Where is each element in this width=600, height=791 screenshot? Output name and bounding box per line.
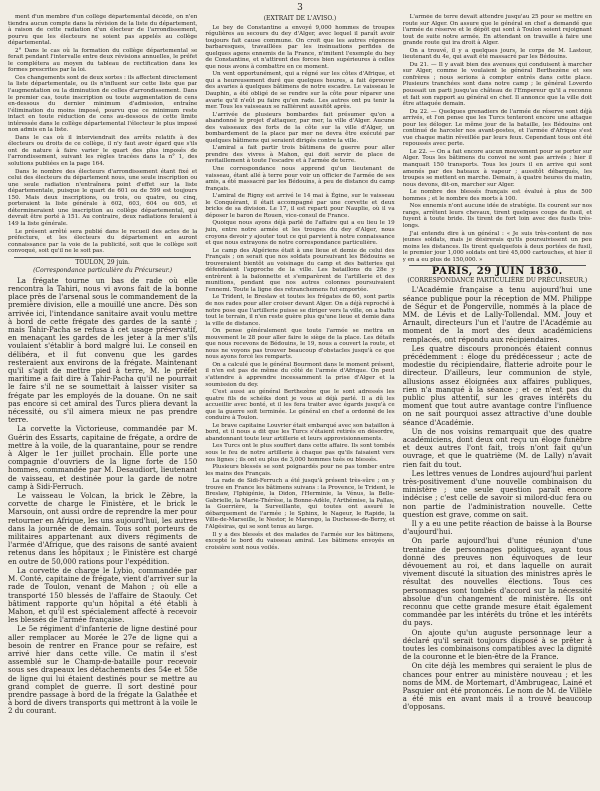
- paragraph: Le Trident, le Breslaw et toutes les frégates de 60, sont partis de nos rades pour aller croiser devant Alger. On a déjà reproché à notre pose que l'artillerie puisse se diriger vers la ville, on a battu tout le terrain, il n'en reste guère plus qu'une lieue et demie dans la ville de distance.: [205, 294, 395, 327]
- page-number: 3: [297, 3, 303, 13]
- paragraph: Le vaisseau le Volcan, la brick le Zèbre, la corvette de charge le Finistère, et le brick le Marsouin, ont aussi ordre de reprendre la mer pour retourner en Afrique, les uns aujourd'hui, les autres dans la journée de demain. Tous sont porteurs de militaires appartenant aux divers régiments de l'armée d'Afrique, que des raisons de santé avaient retenus dans les hôpitaux ; le Finistère est chargé en outre de 50,000 rations pour l'expédition.: [8, 491, 198, 566]
- column-left: [8, 14, 197, 785]
- paragraph: Il y a des blessés et des malades de l'armée sur les bâtimens, excepté le bord du vaisseau amiral. Les bâtimens envoyés en croisière sont nous voilés.: [205, 531, 395, 551]
- paragraph: Le présent arrêté sera publié dans le recueil des actes de la préfecture, et les électeurs du département en auront connaissance par la voie de la publicité, soit que le collège soit convoqué, soit qu'il ne le soit pas.: [8, 228, 198, 255]
- paragraph: La corvette de charge le Lybio, commandée par M. Conté, capitaine de frégate, vient d'arriver sur la rade de Toulon, venant de Mahon ; où elle a transporté 150 blessés de l'affaire de Staouly. Cet bâtiment rapporte qu'un hôpital a été établi à Mahon, et qu'il est spécialement affecté à recevoir les blessés de l'armée française.: [8, 565, 198, 625]
- aviso-heading: (EXTRAIT DE L'AVISO.): [263, 15, 337, 22]
- paragraph: ment d'un membre d'un collège départemental décédé, on n'en tiendra aucun compte dans la révision de la liste du département, à raison de cette radiation d'un électeur de l'arrondissement, pourvu que les électeurs ne soient pas appelés au collège départemental.: [8, 14, 198, 47]
- columns: [8, 14, 592, 785]
- paragraph: On ajoute qu'un auguste personnage leur a déclaré qu'il serait toujours disposé à se prêter à toutes les combinaisons compatibles avec la dignité de la couronne et le bien-être de la France.: [402, 627, 592, 662]
- paragraph: Quoique nous ayons déjà parlé de l'affaire qui a eu lieu le 19 juin, entre notre armée et les troupes du dey d'Alger, nous croyons devoir y ajouter tout ce qui parvient à notre connaissance et que nous extrayons de notre correspondance particulière.: [205, 220, 395, 247]
- paragraph: On cite déjà les membres qui seraient le plus de chances pour entrer au ministère nouveau ; et les noms de MM. de Mortemart, d'Ambrugeac, Lainé et Pasquier ont été prononcés. Le nom de M. de Villèle a été mis en avant mais il a trouvé beaucoup d'opposans.: [402, 661, 592, 712]
- toulon-dateline: TOULON, 29 juin.: [75, 258, 130, 266]
- paragraph: La corvette la Victorieuse, commandée par M. Guérin des Essarts, capitaine de frégate, a ordre de mettre à la voile, de la quarantaine, pour se rendre à Alger le 1er juillet prochain. Elle porte une compagnie d'ouvriers de la ligne forte de 150 hommes, commandée par M. Desaudiort, lieutenant de vaisseau, et destinée pour la garde de notre camp à Sidi-Ferruch.: [8, 424, 198, 491]
- paragraph: Il y a eu une petite réaction de baisse à la Bourse d'aujourd'hui.: [402, 519, 592, 537]
- paragraph: La frégate tourne un bas de rade où elle rencontra la Tahiri, nous vi avons fait de la bonne place près de l'arsenal sous le commandement de la première division, elle a mouillé une ancre. Dès son arrivée ici, l'intendance sanitaire avait voulu mettre à bord de cette frégate des gardes de la santé ; mais Tahir-Pacha se refusa à cet usage préservatif, en menaçant les gardes de les jeter à la mer s'ils voulaient s'établir à bord malgré lui. Le conseil en délibéra, et il fut convenu que les gardes resteraient aux environs de la frégate. Maintenant qu'il s'agit de mettre pied à terre, M. le préfet maritime a fait dire à Tahir-Pacha qu'il ne pourrait le faire s'il ne se soumettait à laisser visiter sa frégate par les employés de la douane. On ne sait pas encore si cet amiral des Turcs pliera devant la nécessité, ou s'il aimera mieux ne pas prendre terre.: [8, 275, 198, 425]
- paragraph: L'Académie française a tenu aujourd'hui une séance publique pour la réception de MM. Philippe de Ségur et de Pongerville, nommés à la place de MM. de Lévis et de Lally-Tollendal. MM. Jouy et Arnault, directeurs l'un et l'autre de l'Académie au moment de la mort des deux académiciens remplacés, ont répondu aux récipiendaires.: [402, 285, 592, 344]
- toulon-article: [8, 277, 197, 716]
- paragraph: C'est aussi au général Berthezène que le sont adressés les quatre fils de schéiks dont je vous ai déjà parlé. Il a dû les accueillir avec bonté, et il les fera traiter avec égards jusqu'à ce que la guerre soit terminée. Le général en chef a ordonné de les conduire à Toulon.: [205, 389, 395, 422]
- toulon-source: (Correspondance particulière du Précurseur.): [33, 267, 173, 275]
- paragraph: On parle aujourd'hui d'une réunion d'une trentaine de personnages politiques, ayant tous donné des preuves non équivoques de leur dévouement au roi, et dans laquelle on aurait vivement discuté la situation des ministres après le résultat des nouvelles élections. Tous ces personnages sont tombés d'accord sur la nécessité absolue d'un changement de ministère. Ils ont reconnu que cette grande mesure était également commandée par les intérêts du trône et les intérêts du pays.: [402, 536, 592, 628]
- paris-dateline: PARIS, 29 JUIN 1830.: [431, 266, 563, 278]
- divider: [14, 257, 191, 258]
- paragraph: Le nombre des blessés français est évalué à plus de 500 hommes ; et le nombre des morts à 100.: [402, 189, 592, 202]
- paragraph: L'armée de terre devait attendre jusqu'au 25 pour se mettre en route sur Alger. On assure que le général en chef a demandé que l'armée de réserve et le dépôt qui sont à Toulon soient rejoignant tout de suite notre armée. En attendant on travaille à faire une grande route qui ira droit à Alger.: [402, 14, 592, 47]
- paragraph: On a calculé que le général Bourmont dans le moment présent, il n'en est pas de même du côté de l'armée d'Afrique. On peut s'attendre à apprendre incessamment la prise d'Alger et la soumission du dey.: [205, 361, 395, 388]
- paragraph: L'amiral a fait partir trois bâtimens de guerre pour aller prendre des vivres à Mahon, qui doit servir de place de ravitaillement à toute l'escadre et à l'armée de terre.: [205, 145, 395, 165]
- paragraph: Dans le nombre des électeurs d'arrondissement étant fixé et celui des électeurs du département nous, une seule inscription ou une seule radiation n'entraînera point d'effet sur la liste départementale, puisque le quart de 601 ou de 599 est toujours 150. Mais deux inscriptions, ou trois, ou quatre, ou cinq, porteraient la liste générale à 602, 603, 604 ou 605, et détermineraient une inscription au collège départemental, qui devrait être porté à 151. Au contraire, deux radiations feraient à 149 la liste générale.: [8, 168, 198, 227]
- paragraph: L'amiral de Rigny est arrivé le 14 mai à Égine, sur le vaisseau le Conquérant, il était accompagné par une corvette et deux bricks de sa division. Le 17, il est reparti pour Nauplie, où il va déposer le baron de Rouen, vice-consul de France.: [205, 193, 395, 219]
- paris-source: (CORRESPONDANCE PARTICULIÈRE DU PRÉCURSEUR.): [407, 276, 588, 284]
- paragraph: Le brave capitaine Louvrier était embarqué avec son bataillon à bord, et il nous a dit que les Turcs s'étaient retirés en désordre, abandonnant toute leur artillerie et leurs approvisionnements.: [205, 422, 395, 442]
- paragraph: Du 21. — Il y avait bien des avenues qui conduisent à marcher sur Alger, comme le voulaient le général Berthezène et ses confrères ; nous serions à compter entrés dans cette place. Plusieurs tranchées sont dans notre camp ; le général Loverdo poussait un parti jusqu'au château de l'Empereur qu'il a reconnu et fait son rapport au général en chef. Il annonce que la ville doit être attaquée demain.: [402, 61, 592, 108]
- paragraph: Dans le cas où il interviendrait des arrêts relatifs à des électeurs ou droits de ce collège, il n'y faut avoir égard que s'ils ont de nature à faire varier le quart des plus imposés de l'arrondissement, suivant les règles tracées dans la n° 1, des solutions publiées en la page 164.: [8, 134, 198, 168]
- paragraph: Le 22. — On a fait encore aucun mouvement pour se porter sur Alger. Tous les bâtimens du convoi ne sont pas arrivés ; hier il manquait 150 transports. Tous les jours il en arrive qui sont amenés par des bateaux à vapeur ; aussitôt débarqués, les troupes se mettent en marche. Demain, à quatre heures du matin, nous devons, dit-on, marcher sur Alger.: [402, 148, 592, 188]
- paragraph: Plusieurs blessés se sont poignardés pour ne pas tomber entre les mains des Français.: [205, 464, 395, 477]
- paragraph: Les quatre discours prononcés étaient connus précédemment : éloge du prédécesseur ; acte de modestie du récipiendaire, flatterie adroite pour le directeur. D'ailleurs, leur communion de style, allusions assez éloignées aux affaires publiques, rien n'a manqué à la séance ; et ce n'est pas du public plus attentif, sur les graves intérêts du moment que tout autre avantage contre l'influence on ne sait pourquoi assez attractive d'une double séance d'Académie.: [402, 343, 592, 427]
- paragraph: Un de nos voisins remarquait que des quatre académiciens, dont deux ont reçu un éloge funèbre et deux autres l'ont fait, trois n'ont fait qu'un ouvrage, et que le quatrième (M. de Lally) n'avait rien fait du tout.: [402, 426, 592, 469]
- paragraph: Ces changements sont de deux sortes : ils affectent directement la liste départementale, ou ils n'influent sur cette liste que par l'augmentation ou la diminution de celles d'arrondissement. Dans le premier cas, toute inscription ou toute augmentation de cens en-dessous du dernier minimum d'admission, entraîne l'élimination du moins imposé, pourvu que ce minimum reste intact en toute réduction de cens au-dessous de cette limite intéressée dans le collège départemental l'électeur le plus imposé non admis en la liste.: [8, 74, 198, 134]
- paragraph: 2° Dans le cas où la formation du collège départemental se ferait pendant l'intervalle entre deux révisions annuelles, le préfet le complétera au moyen du tableau de rectification dans les formes prescrites par la loi.: [8, 47, 198, 74]
- paragraph: Une correspondance nous apprend qu'un lieutenant de vaisseau, étant allé à terre pour voir un officier de l'armée de ses amis, a été massacré par les Bédouins, à peu de distance du camp français.: [205, 166, 395, 192]
- paragraph: On a trouvé, il y a quelques jours, le corps de M. Lastour, lieutenant du 4e, qui avait été massacré par les Bédouins.: [402, 47, 592, 61]
- paragraph: Le 5e régiment d'infanterie de ligne destiné pour aller remplacer au Morée le 27e de ligne qui a besoin de rentrer en France pour se refaire, est arrivé hier dans cette ville. Ce matin il s'est assemblé sur le Champ-de-bataille pour recevoir sous ses drapeaux les détachements des 54e et 58e de ligne qui lui étaient destinés pour se mettre au grand complet de guerre. Il sort destiné pour prendre passage à bord de la frégate la Galathée et à bord de divers transports qui mettront à la voile le 2 du courant.: [8, 624, 198, 716]
- paragraph: Nos ennemis n'ont aucune idée de stratégie. Ils courent sur nos rangs, arrêtent leurs chevaux, tirent quelques coups de fusil, et fuyent à toute bride. Ils tirent de fort loin avec des fusils très-longs.: [402, 203, 592, 229]
- paragraph: Le bey de Constantine a envoyé 9,000 hommes de troupes régulières au secours du dey d'Alger, avec lequel il paraît avoir toujours fait cause commune. On croit que les autres régences barbaresques, travaillées par les insinuations perfides de quelques agens ennemis de la France, n'imitent l'exemple du bey de Constantine, et n'attirent des forces bien supérieures à celles que nous avons à combattre en ce moment.: [205, 24, 395, 70]
- paragraph: Les Turcs ont le plus souffert dans cette affaire. Ils sont tombés sous le feu de notre artillerie à chaque pas qu'ils faisaient vers nos lignes ; ils ont eu plus de 3,000 hommes tués ou blessés.: [205, 443, 395, 463]
- paragraph: Le camp des Algériens était à une lieue et demie de celui des Français ; on serait que nos soldats poursuivant les Bédouins se trouveraient bientôt au voisinage du camp et des batteries qui défendaient l'approche de la ville. Les bataillons du 28e y entrèrent à la baïonnette et s'emparèrent de l'artillerie et des munitions, pendant que nos autres colonnes poursuivaient l'ennemi. Toute la ligne des retranchemens fut emportée.: [205, 247, 395, 293]
- paragraph: Les lettres venues de Londres aujourd'hui parlent très-positivement d'une nouvelle combinaison du ministère ; une seule question paraît encore indécise ; c'est celle de savoir si milord-duc fera ou non partie de l'administration nouvelle. Cette question est grave, comme on sait.: [402, 468, 592, 519]
- paragraph: Du 22. — Quelques grenadiers de l'armée de réserve sont déjà arrivés, et l'on pense que les Turcs tenteront encore une attaque pour les déloger. Le même jour de la bataille, les Bédouins ont continué de harceler nos avant-postes, et l'armée d'Afrique s'est vue chaque matin réveillée par leurs feux. Cependant tous ont été repoussés avec perte.: [402, 108, 592, 148]
- paragraph: Un vent opportunément, qui a régné sur les côtes d'Afrique, et qui a heureusement duré que quelques heures, a fait éprouver des avaries à quelques bâtimens de notre escadre. Le vaisseau le Dauphin, a été obligé de se rendre sur la côte pour réparer une avarie qu'il n'eût pu faire qu'en rade. Les autres ont pu tenir la mer. Tous les vaisseaux se rallièrent aussitôt après.: [205, 71, 395, 111]
- column-right: [403, 14, 592, 785]
- paragraph: La rade de Sidi-Ferruch a été jusqu'à présent très-sûre ; on y trouve en France les bâtimens suivans : la Provence, le Trident, le Breslaw, l'Iphigénie, la Didon, l'Herminie, la Vénus, la Belle-Gabrielle, la Marie-Thérèse, la Bonne-Adèle, l'Arthémise, la Pallas, la Guerrière, la Surveillante, qui toutes ont assuré le débarquement de l'armée ; le Sphinx, le Nageur, le Rapide, la Ville-de-Marseille, le Nestor, le Marengo, la Duchesse-de-Berry, et l'Algésiras, qui se sont tenus au large.: [205, 478, 395, 531]
- paris-article: [403, 286, 592, 711]
- paragraph: J'ai entendu dire à un général : « Je suis très-content de nos jeunes soldats, mais je désirerais qu'ils poursuivissent un peu moins les distances. Ils tirent quelquefois à deux portées de fusil, le premier jour 1,000 soldats ont tiré 45,000 cartouches, et hier il y en a eu plus de 150,000. »: [402, 230, 592, 263]
- paragraph: On pense généralement que toute l'armée se mettra en mouvement le 28 pour aller faire le siège de la place. Les détails que nous recevons de Bédouins, le 19, nous a couvert la route, et nous ne voyons pas trouver beaucoup d'obstacles jusqu'à ce que nous ayons forcé les remparts.: [205, 328, 395, 361]
- paragraph: L'arrivée de plusieurs bombardes fait présumer qu'on a abandonné le projet d'attaquer, par mer, la ville d'Alger. Aucune des vaisseaux des forts de la côte sur la ville d'Alger, un bombardement de la place par mer ne devra être exécuté par quelques bâtimens qui seraient dirigés contre la ville.: [205, 111, 395, 144]
- column-middle: [205, 14, 394, 785]
